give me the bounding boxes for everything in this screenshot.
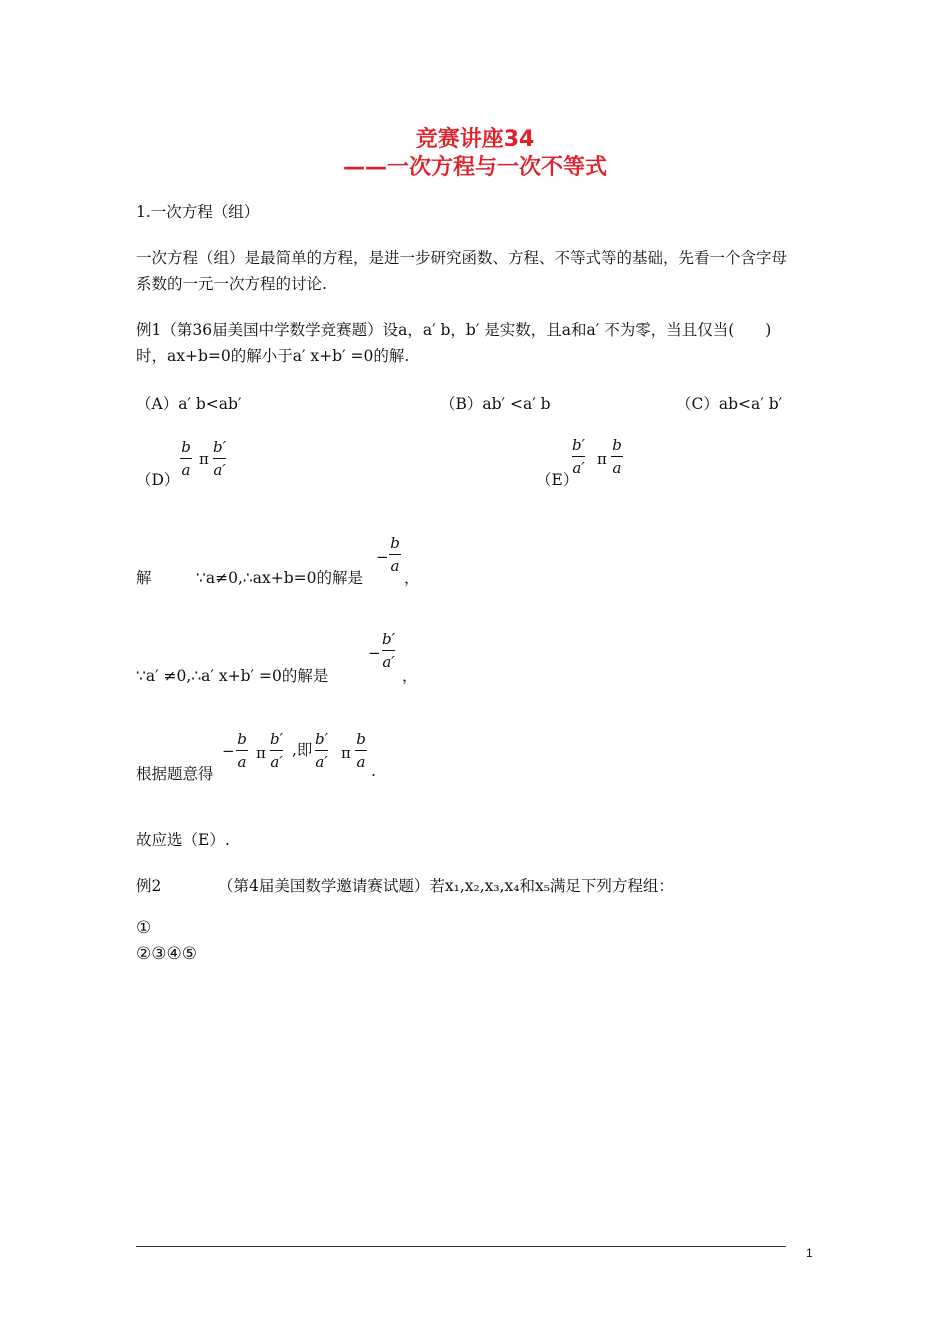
denominator: a′ xyxy=(213,461,226,479)
numerator: b xyxy=(612,436,622,454)
denominator: a xyxy=(181,461,191,479)
option-d-relation: π xyxy=(199,450,209,468)
relation-sign: π xyxy=(341,744,351,762)
option-e-fraction-1 xyxy=(572,436,585,477)
example1-line-1: 例1（第36届美国中学数学竞赛题）设a，a′ b，b′ 是实数，且a和a′ 不为零，当且仅当( ) xyxy=(136,321,772,339)
solution-fraction-5 xyxy=(315,730,328,771)
minus-sign: − xyxy=(222,742,235,760)
solution-fraction-3 xyxy=(236,730,248,771)
option-b: （B）ab′ <a′ b xyxy=(440,395,551,413)
relation-sign: π xyxy=(256,744,266,762)
option-e-label: （E） xyxy=(536,471,579,489)
period: . xyxy=(371,762,376,780)
example2-label: 例2 xyxy=(136,877,162,895)
page-subtitle: ——一次方程与一次不等式 xyxy=(342,155,607,180)
solution-fraction-6 xyxy=(355,730,367,771)
intro-line-2: 系数的一元一次方程的讨论. xyxy=(136,275,327,293)
page-number: 1 xyxy=(806,1246,813,1260)
denominator: a xyxy=(390,557,400,575)
solution-fraction-4 xyxy=(270,730,283,771)
intro-line-1: 一次方程（组）是最简单的方程，是进一步研究函数、方程、不等式等的基础，先看一个含字母 xyxy=(136,249,788,267)
solution-fraction-1 xyxy=(389,534,401,575)
solution-line-2: ∵a′ ≠0,∴a′ x+b′ =0的解是 xyxy=(136,667,329,685)
denominator: a xyxy=(237,753,247,771)
option-d-fraction-1 xyxy=(180,438,192,479)
conclusion: 故应选（E）. xyxy=(136,831,230,849)
denominator: a xyxy=(612,459,622,477)
option-e-relation: π xyxy=(597,450,607,468)
ji-text: ,即 xyxy=(292,741,313,759)
example2-text: （第4届美国数学邀请赛试题）若x₁,x₂,x₃,x₄和x₅满足下列方程组： xyxy=(218,877,674,895)
denominator: a′ xyxy=(315,753,328,771)
numerator: b′ xyxy=(213,438,227,456)
comma: ， xyxy=(402,667,418,685)
denominator: a xyxy=(356,753,366,771)
numerator: b′ xyxy=(270,730,284,748)
solution-line-3: 根据题意得 xyxy=(136,765,214,783)
equation-markers: ②③④⑤ xyxy=(136,944,197,964)
numerator: b′ xyxy=(572,436,586,454)
numerator: b xyxy=(390,534,400,552)
solution-line-1: ∵a≠0,∴ax+b=0的解是 xyxy=(196,569,363,587)
option-e-fraction-2 xyxy=(611,436,623,477)
option-c: （C）ab<a′ b′ xyxy=(676,395,783,413)
option-d-label: （D） xyxy=(136,471,180,489)
section-heading: 1.一次方程（组） xyxy=(136,203,260,221)
option-a: （A）a′ b<ab′ xyxy=(136,395,242,413)
example1-line-2: 时，ax+b=0的解小于a′ x+b′ =0的解. xyxy=(136,347,410,365)
footer-divider xyxy=(136,1246,786,1247)
numerator: b xyxy=(181,438,191,456)
option-d-fraction-2 xyxy=(213,438,226,479)
denominator: a′ xyxy=(270,753,283,771)
comma: ， xyxy=(404,569,420,587)
minus-sign: − xyxy=(368,644,381,662)
numerator: b xyxy=(356,730,366,748)
equation-marker-1: ① xyxy=(136,918,152,938)
denominator: a′ xyxy=(382,653,395,671)
solution-label: 解 xyxy=(136,569,152,587)
numerator: b′ xyxy=(382,630,396,648)
page-title: 竞赛讲座34 xyxy=(415,127,535,152)
numerator: b′ xyxy=(315,730,329,748)
numerator: b xyxy=(237,730,247,748)
solution-fraction-2 xyxy=(382,630,395,671)
denominator: a′ xyxy=(572,459,585,477)
minus-sign: − xyxy=(376,548,389,566)
